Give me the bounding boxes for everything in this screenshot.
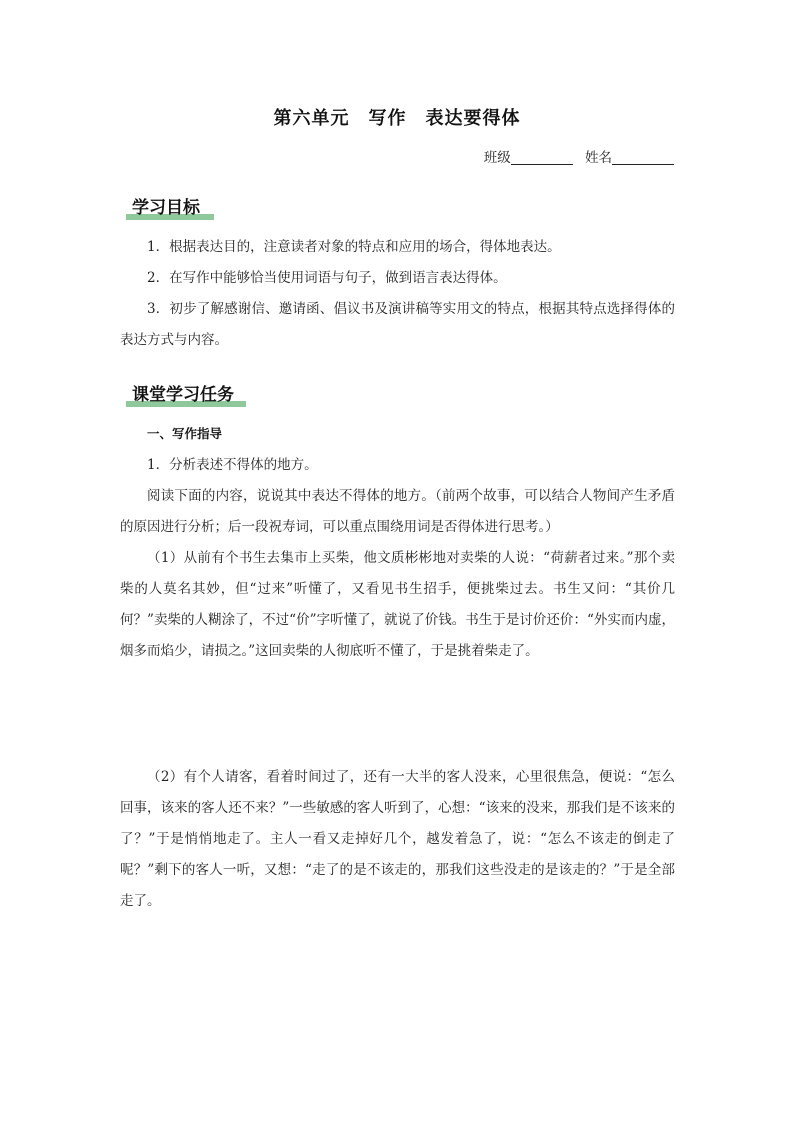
name-label: 姓名 (585, 150, 612, 166)
objective-item-1: 1．根据表达目的，注意读者对象的特点和应用的场合，得体地表达。 (147, 239, 561, 255)
name-class-line (484, 146, 674, 166)
objective-item-2: 2．在写作中能够恰当使用词语与句子，做到语言表达得体。 (147, 270, 507, 286)
subheading-writing-guide: 一、写作指导 (147, 426, 223, 441)
name-blank (612, 150, 674, 165)
class-blank (511, 150, 573, 165)
class-label: 班级 (483, 150, 511, 166)
story-1: （1）从前有个书生去集市上买柴，他文质彬彬地对卖柴的人说：“荷薪者过来。”那个卖柴的人莫名其妙，但“过来”听懂了，又看见书生招手，便挑柴过去。书生又问：“其价几何？”卖柴的人糊涂了，不过“价”字听懂了，就说了价钱。书生于是讨价还价：“外实而内虚，烟多而焰少，请损之。”这回卖柴的人彻底听不懂了，于是挑着柴走了。 (120, 550, 675, 659)
section-heading-tasks: 课堂学习任务 (126, 380, 246, 407)
section-heading-objectives: 学习目标 (126, 193, 214, 220)
story-2: （2）有个人请客，看着时间过了，还有一大半的客人没来，心里很焦急，便说：“怎么回事，该来的客人还不来？”一些敏感的客人听到了，心想：“该来的没来，那我们是不该来的了？”于是悄悄地走了。主人一看又走掉好几个，越发着急了，说：“怎么不该走的倒走了呢？”剩下的客人一听，又想：“走了的是不该走的，那我们这些没走的是该走的？”于是全部走了。 (120, 769, 675, 909)
task-item-1: 1．分析表述不得体的地方。 (147, 457, 318, 473)
reading-instruction: 阅读下面的内容，说说其中表达不得体的地方。（前两个故事，可以结合人物间产生矛盾的原因进行分析；后一段祝寿词，可以重点围绕用词是否得体进行思考。） (120, 488, 675, 535)
objective-item-3: 3．初步了解感谢信、邀请函、倡议书及演讲稿等实用文的特点，根据其特点选择得体的表达方式与内容。 (120, 301, 675, 348)
page-title: 第六单元 写作 表达要得体 (273, 108, 521, 129)
